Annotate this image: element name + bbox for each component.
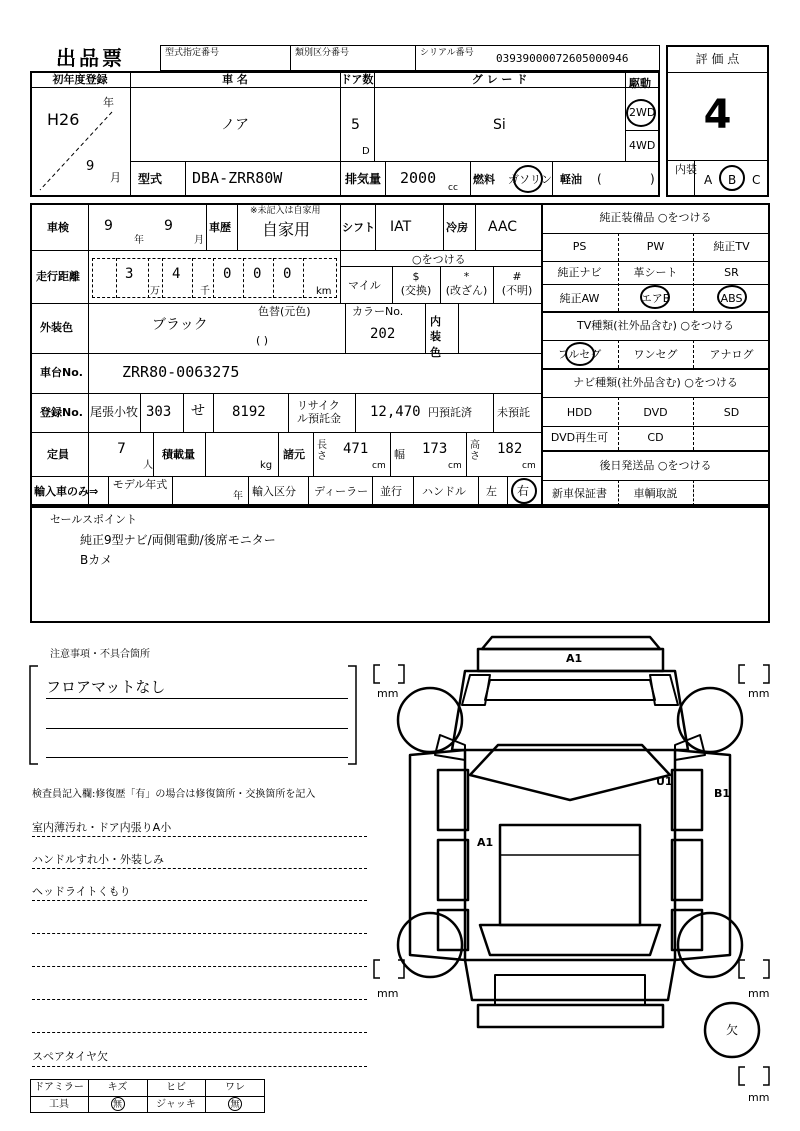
mm-fr: mm xyxy=(748,687,770,700)
repaint-paren: ( ) xyxy=(256,334,269,347)
eq-tv: 純正TV xyxy=(713,240,750,253)
chassis-label: 車台No. xyxy=(40,366,83,379)
score-label: 評 価 点 xyxy=(695,52,740,66)
year-unit: 年 xyxy=(103,96,114,109)
width-unit: cm xyxy=(448,461,462,471)
first-reg-month: 9 xyxy=(86,159,95,174)
eq-aw: 純正AW xyxy=(559,292,600,305)
handle-circle xyxy=(511,478,537,504)
interior-b: B xyxy=(728,173,737,187)
model-year-label: モデル年式 xyxy=(112,478,168,491)
notes-line-1: フロアマットなし xyxy=(46,678,166,696)
shift-value: IAT xyxy=(390,219,412,235)
eq-abs: ABS xyxy=(720,292,743,305)
dealer-label: ディーラー xyxy=(314,485,369,498)
tv-title: TV種類(社外品含む) ○をつける xyxy=(577,319,734,332)
mileage-digit-1: 3 xyxy=(125,266,134,282)
inspection-year: 9 xyxy=(104,218,113,234)
notes-bracket-right xyxy=(346,664,360,766)
mileage-digit-3: 0 xyxy=(223,266,232,282)
first-reg-year: H26 xyxy=(47,110,80,129)
parallel-label: 並行 xyxy=(380,485,402,498)
mileage-digit-4: 0 xyxy=(253,266,262,282)
displacement-unit: cc xyxy=(448,183,458,193)
spare-missing: 欠 xyxy=(726,1023,739,1037)
history-note: ※未記入は自家用 xyxy=(250,206,321,216)
first-reg-label: 初年度登録 xyxy=(52,73,108,86)
drive-circle xyxy=(626,99,656,127)
shift-label: シフト xyxy=(342,221,375,234)
inspection-label: 車検 xyxy=(47,221,69,234)
car-name-label: 車 名 xyxy=(222,73,248,86)
load-unit: kg xyxy=(260,460,273,471)
import-class-label: 輸入区分 xyxy=(252,485,296,498)
width-label: 幅 xyxy=(394,448,405,461)
jack-circle xyxy=(228,1097,242,1111)
handle-label: ハンドル xyxy=(422,485,466,498)
mileage-sen: 千 xyxy=(200,286,210,297)
mm-rr: mm xyxy=(748,987,770,1000)
drive-2wd: 2WD xyxy=(629,106,656,119)
chassis-value: ZRR80-0063275 xyxy=(122,363,240,381)
interior-color-label: 内装色 xyxy=(430,315,441,359)
import-label: 輸入車のみ⇒ xyxy=(34,485,99,498)
month-unit: 月 xyxy=(110,171,121,184)
interior-c: C xyxy=(752,173,761,187)
tv-fullseg-circle xyxy=(565,342,595,366)
reg-area: 尾張小牧 xyxy=(90,405,139,419)
color-no-label: カラーNo. xyxy=(352,305,404,318)
mileage-digit-5: 0 xyxy=(283,266,292,282)
length-value: 471 xyxy=(343,441,369,457)
mark-front: A1 xyxy=(566,652,583,665)
ac-label: 冷房 xyxy=(446,221,468,234)
serial-label: シリアル番号 xyxy=(420,48,474,58)
interior-a: A xyxy=(704,173,713,187)
exterior-label: 外装色 xyxy=(40,321,73,334)
exterior-value: ブラック xyxy=(152,317,208,333)
form-title: 出品票 xyxy=(56,46,125,70)
mileage-label: 走行距離 xyxy=(36,270,80,283)
mark-b1: B1 xyxy=(714,787,731,800)
notes-bracket-left xyxy=(26,664,40,766)
doors-label: ドア数 xyxy=(340,73,374,86)
mileage-digit-2: 4 xyxy=(172,266,181,282)
navi-hdd: HDD xyxy=(566,406,593,419)
grade-value: Si xyxy=(493,117,506,133)
sales-line-1: 純正9型ナビ/両側電動/後席モニター xyxy=(80,533,276,547)
history-value: 自家用 xyxy=(262,220,311,239)
part-scratch: キズ xyxy=(107,1082,128,1093)
class-label: 類別区分番号 xyxy=(295,48,350,58)
tools-circle xyxy=(111,1097,125,1111)
mile-label: マイル xyxy=(348,279,381,292)
grade-label: グ レ ー ド xyxy=(471,73,528,86)
fuel-label: 燃料 xyxy=(473,173,495,186)
tv-fullseg: フルセグ xyxy=(557,348,602,361)
handle-right: 右 xyxy=(517,484,530,498)
part-tools-none: 無 xyxy=(112,1100,122,1110)
opt-exchange-sym: $ xyxy=(412,270,420,283)
mileage-circle-note: ○をつける xyxy=(412,253,466,266)
reg-serial: 8192 xyxy=(232,404,266,420)
part-jack: ジャッキ xyxy=(156,1099,196,1110)
car-name-value: ノア xyxy=(221,117,249,133)
reg-num: 303 xyxy=(146,404,172,420)
notes-label: 注意事項・不具合箇所 xyxy=(50,649,150,660)
type-cert-label: 型式指定番号 xyxy=(165,48,220,58)
handle-left: 左 xyxy=(486,485,497,498)
inspection-month-unit: 月 xyxy=(194,235,204,246)
length-unit: cm xyxy=(372,461,386,471)
interior-label: 内装 xyxy=(675,163,697,176)
tv-analog: アナログ xyxy=(709,348,754,361)
length-label: 長さ xyxy=(317,440,327,462)
score-value: 4 xyxy=(703,92,732,138)
fuel-circle xyxy=(513,165,543,193)
eq-sr: SR xyxy=(724,266,739,279)
opt-exchange: (交換) xyxy=(400,284,432,297)
eq-pw: PW xyxy=(646,240,665,253)
mark-a1-side: A1 xyxy=(477,836,494,849)
later-warranty: 新車保証書 xyxy=(552,487,607,500)
diagonal-line xyxy=(36,100,126,195)
serial-value: 03939000072605000946 xyxy=(496,52,629,65)
height-value: 182 xyxy=(497,441,523,457)
recycle-value: 12,470 xyxy=(370,404,421,420)
doors-suffix: D xyxy=(362,146,370,157)
drive-label: 駆動 xyxy=(629,77,651,90)
part-crack: ヒビ xyxy=(166,1082,186,1093)
car-diagram xyxy=(370,625,780,1125)
inspector-last: スペアタイヤ欠 xyxy=(32,1050,109,1063)
mm-rl: mm xyxy=(377,987,399,1000)
mm-fl: mm xyxy=(377,687,399,700)
capacity-value: 7 xyxy=(117,441,126,457)
opt-tamper-sym: * xyxy=(463,270,470,283)
model-label: 型式 xyxy=(138,172,163,186)
part-mirror: ドアミラー xyxy=(34,1082,84,1093)
navi-title: ナビ種類(社外品含む) ○をつける xyxy=(573,376,738,389)
ac-value: AAC xyxy=(488,219,518,235)
height-unit: cm xyxy=(522,461,536,471)
inspector-line-3: ヘッドライトくもり xyxy=(32,885,131,898)
recycle-unit: 円預託済 xyxy=(428,406,472,419)
navi-dvd-play: DVD再生可 xyxy=(550,431,609,444)
model-year-unit: 年 xyxy=(233,491,243,502)
inspection-year-unit: 年 xyxy=(134,235,144,246)
width-value: 173 xyxy=(422,441,448,457)
mm-spare: mm xyxy=(748,1091,770,1104)
color-no-value: 202 xyxy=(370,326,396,342)
model-value: DBA-ZRR80W xyxy=(192,169,283,187)
paren-open: ( xyxy=(597,172,602,186)
mileage-km: km xyxy=(316,286,332,297)
eq-airbag: エアB xyxy=(640,292,671,305)
opt-unknown: (不明) xyxy=(501,284,533,297)
reg-no-label: 登録No. xyxy=(40,406,83,419)
part-break: ワレ xyxy=(225,1082,245,1093)
eq-navi: 純正ナビ xyxy=(557,266,602,279)
drive-4wd: 4WD xyxy=(629,139,656,152)
eq-abs-circle xyxy=(717,285,747,309)
displacement-label: 排気量 xyxy=(345,172,382,186)
recycle-label: リサイクル預託金 xyxy=(297,399,341,426)
inspector-line-2: ハンドルすれ小・外装しみ xyxy=(32,853,164,866)
eq-airbag-circle xyxy=(640,285,670,309)
opt-unknown-sym: # xyxy=(512,270,522,283)
mileage-man: 万 xyxy=(150,286,160,297)
capacity-unit: 人 xyxy=(143,460,153,471)
part-jack-none: 無 xyxy=(230,1100,240,1110)
tv-oneseg: ワンセグ xyxy=(633,348,678,361)
height-label: 高さ xyxy=(470,440,480,462)
dims-label: 諸元 xyxy=(283,448,305,461)
recycle-unpaid: 未預託 xyxy=(497,406,530,419)
interior-b-circle xyxy=(719,165,745,191)
inspector-label: 検査員記入欄:修復歴「有」の場合は修復箇所・交換箇所を記入 xyxy=(32,789,316,800)
eq-leather: 革シート xyxy=(633,266,678,279)
reg-kana: せ xyxy=(191,403,205,419)
displacement-value: 2000 xyxy=(400,169,437,187)
opt-tamper: (改ざん) xyxy=(445,284,488,297)
navi-cd: CD xyxy=(647,431,664,444)
later-manual: 車輌取説 xyxy=(633,487,678,500)
inspection-month: 9 xyxy=(164,218,173,234)
mark-u1: U1 xyxy=(656,775,673,788)
history-label: 車歴 xyxy=(209,221,231,234)
light-oil-label: 軽油 xyxy=(560,173,582,186)
paren-close: ) xyxy=(650,172,655,186)
eq-ps: PS xyxy=(572,240,587,253)
sales-label: セールスポイント xyxy=(50,513,138,526)
later-title: 後日発送品 ○をつける xyxy=(599,459,712,472)
inspector-line-1: 室内薄汚れ・ドア内張りA小 xyxy=(32,821,172,834)
fuel-value: ガソリン xyxy=(508,173,552,186)
equipment-title: 純正装備品 ○をつける xyxy=(599,211,712,224)
repaint-label: 色替(元色) xyxy=(258,305,311,318)
navi-dvd: DVD xyxy=(643,406,668,419)
part-tools: 工具 xyxy=(49,1099,69,1110)
navi-sd: SD xyxy=(723,406,740,419)
doors-value: 5 xyxy=(351,117,360,133)
capacity-label: 定員 xyxy=(47,448,69,461)
sales-line-2: Bカメ xyxy=(80,553,113,567)
load-label: 積載量 xyxy=(162,448,195,461)
